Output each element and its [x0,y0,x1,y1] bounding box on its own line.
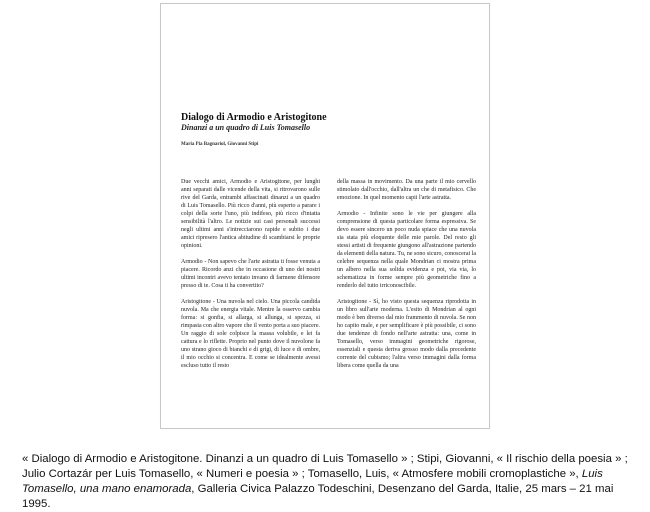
paragraph-aristogitone-1: Aristogitone - Una nuvola nel cielo. Una piccola candida nuvola. Ma che energia vitale. Mentre la osservo cambia forma: si gonfia, si allarga, si allunga, si spezza, si rimpasta con altro vapore che il vento porta a suo piacere. Un raggio di sole colpisce la massa volubile, e lei fa cattura e lo riflette. Proprio nel punto dove il nuvolone fa uno strano gioco di bianchi e di grigi, di luce e di ombre, il mio occhio si concentra. E come se idealmente avessi escluso tutto il resto [181,299,320,369]
article-title: Dialogo di Armodio e Aristogitone [181,112,327,123]
image-caption [22,452,634,512]
paragraph-armodio-1: Armodio - Non sapevo che l'arte astratta ti fosse venuta a piacere. Ricordo anzi che in occasione di uno dei nostri ultimi incontri avevo tentato invano di farmene difensore presso di te. Cosa ti ha convertito? [181,259,320,289]
left-column [181,178,320,378]
paragraph-intro: Due vecchi amici, Armodio e Aristogitone, per lunghi anni separati dalle vicende della vita, si ritrovarono sulle rive del Garda, entrambi affascinati dinanzi a un quadro di Luis Tomasello. Più ricco d'anni, più esperto a parare i colpi della sorte l'uno, più indifeso, più ricco d'intatta sensibilità l'altro. Le notizie sui casi personali successi negli ultimi anni s'intrecciarono rapide e subito i due amici ripresero l'antica abitudine di scambiarsi le proprie opinioni. [181,179,320,249]
article-authors: Maria Pia Bagnariol, Giovanni Stipi [181,142,259,147]
article-subtitle: Dinanzi a un quadro di Luis Tomasello [181,123,311,132]
caption-text-part1: « Dialogo di Armodio e Aristogitone. Dinanzi a un quadro di Luis Tomasello » ; Stipi, Giovanni, « Il rischio della poesia » ; Julio Cortazár per Luis Tomasello, « Numeri e poesia » ; Tomasello, Luis, « Atmosfere mobili cromoplastiche », [22,453,628,480]
document-page [160,3,490,429]
paragraph-armodio-2: Armodio - Infinite sono le vie per giungere alla comprensione di questa particolare forma espressiva. Se devo essere sincero un poco nuda spiace che una nuvola sia stata più eloquente delle mie parole. Del resto gli stessi artisti di frequente giungono all'astrazione partendo da elementi della natura. Tu, ne sono sicuro, conoscerai la celebre sequenza nella quale Mondrian ci mostra prima un albero nella sua solida evidenza e poi, via via, lo schematizza in forme sempre più geometriche fino a renderlo del tutto irriconoscibile. [337,211,476,289]
paragraph-aristogitone-2: Aristogitone - Sì, ho visto questa sequenza riprodotta in un libro sull'arte moderna. L'esito di Mondrian al ogni modo è ben diverso dal mio frammento di nuvola. Se non ho capito male, e per semplificare è più possibile, ci sono due tendenze di fondo nell'arte astratta: una, come in Tomasello, verso immagini geometriche rigorose, essenziali e questa deriva grosso modo dalla precedente corrente del cubismo; l'altra verso immagini dalla forma libera come quella da una [337,299,476,369]
caption-italic-title: Luis Tomasello, una mano enamorada [22,468,603,495]
right-column [337,178,476,378]
caption-text-part2: , Galleria Civica Palazzo Todeschini, Desenzano del Garda, Italie, 25 mars – 21 mai 1995. [22,483,614,510]
paragraph-continuation: della massa in movimento. Da una parte il mio cervello stimolato dall'occhio, dall'altra un che di metafisico. Che emozione. In quel momento capii l'arte astratta. [337,179,476,201]
